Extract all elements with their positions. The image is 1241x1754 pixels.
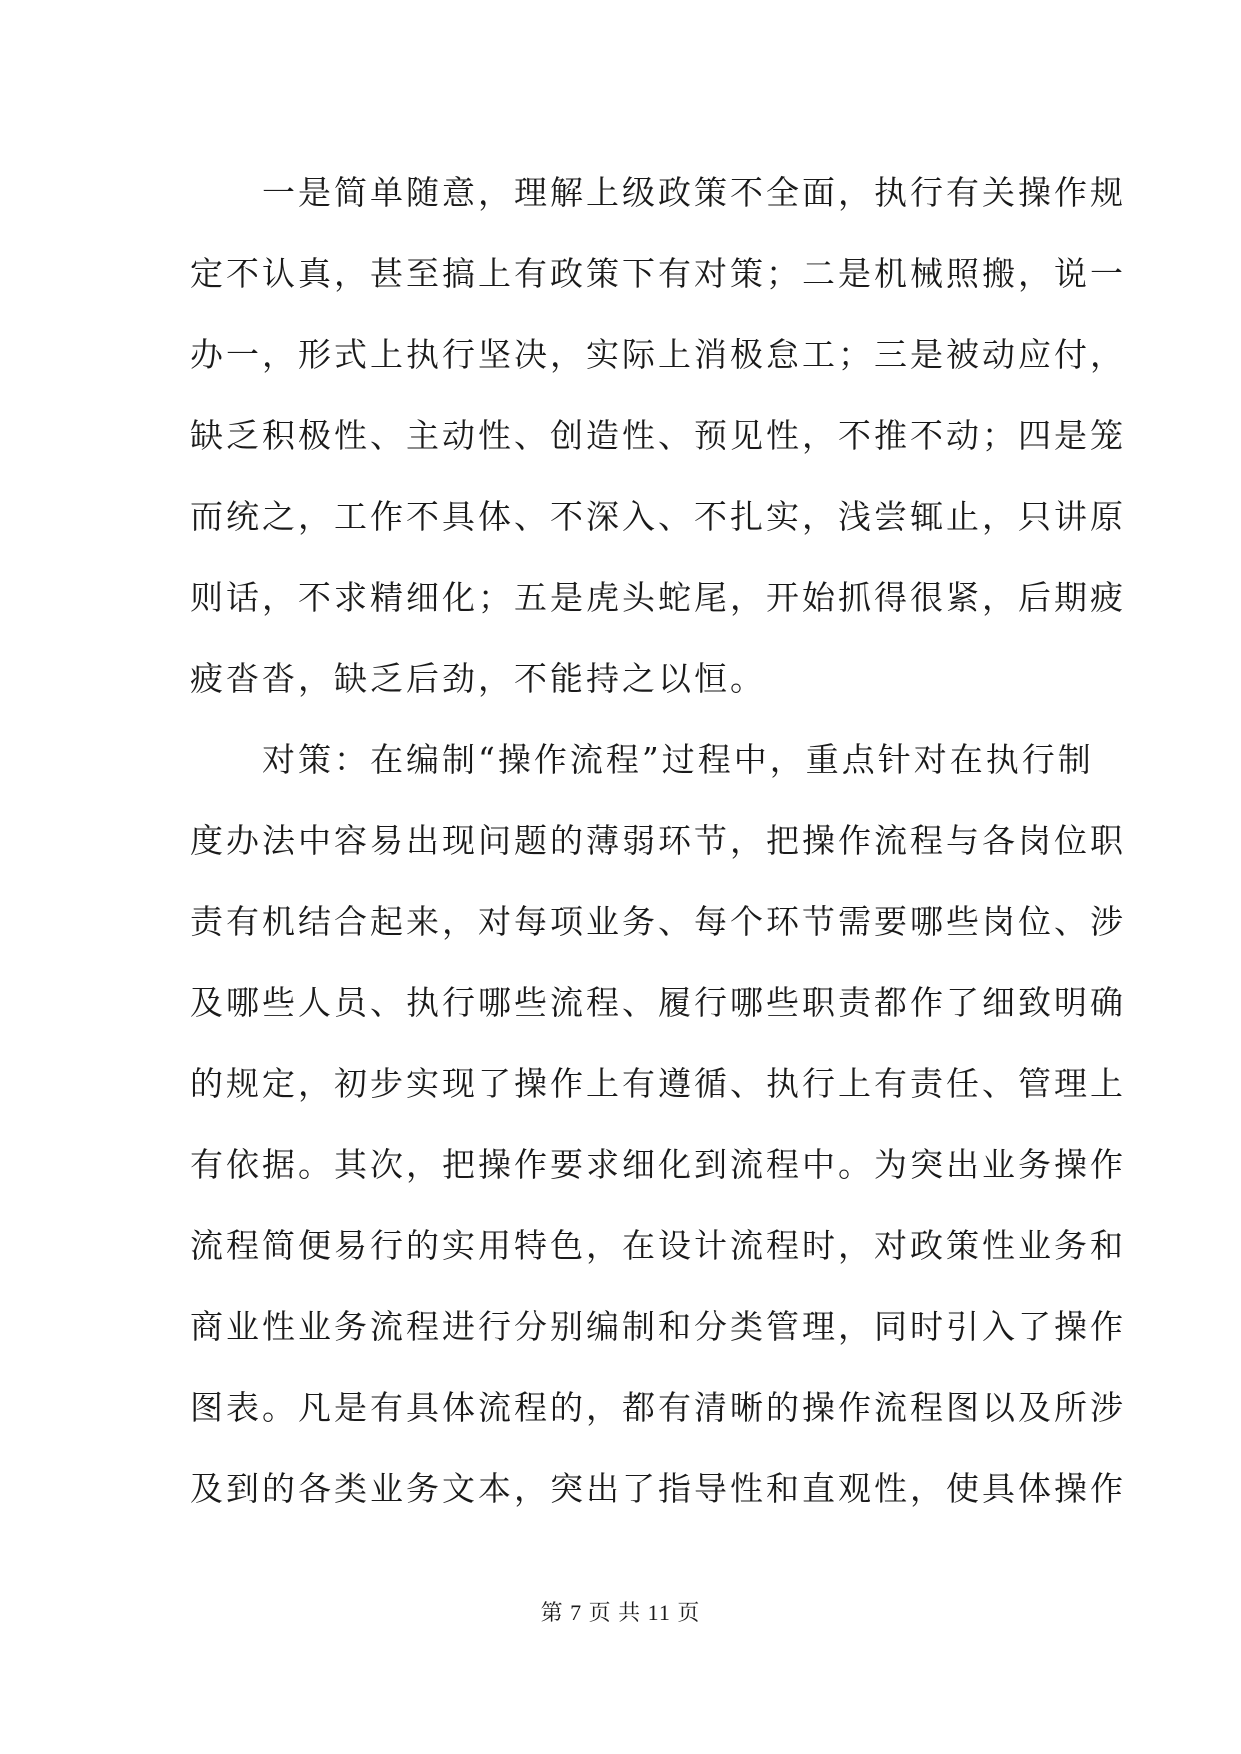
- text-line: 责有机结合起来，对每项业务、每个环节需要哪些岗位、涉: [190, 902, 1126, 941]
- text-line: 图表。凡是有具体流程的，都有清晰的操作流程图以及所涉: [190, 1388, 1126, 1427]
- page-footer: 第 7 页 共 11 页: [540, 1600, 701, 1625]
- text-line: 定不认真，甚至搞上有政策下有对策；二是机械照搬，说一: [190, 254, 1126, 293]
- text-line: 的规定，初步实现了操作上有遵循、执行上有责任、管理上: [190, 1064, 1126, 1103]
- text-line: 度办法中容易出现问题的薄弱环节，把操作流程与各岗位职: [190, 821, 1126, 860]
- text-line: 一是简单随意，理解上级政策不全面，执行有关操作规: [190, 173, 1126, 212]
- text-line: 而统之，工作不具体、不深入、不扎实，浅尝辄止，只讲原: [190, 497, 1126, 536]
- text-line: 及哪些人员、执行哪些流程、履行哪些职责都作了细致明确: [190, 983, 1126, 1022]
- text-line: 流程简便易行的实用特色，在设计流程时，对政策性业务和: [190, 1226, 1126, 1265]
- body-text: [190, 158, 1126, 1535]
- text-line: 办一，形式上执行坚决，实际上消极怠工；三是被动应付，: [190, 335, 1126, 374]
- text-line: 则话，不求精细化；五是虎头蛇尾，开始抓得很紧，后期疲: [190, 578, 1126, 617]
- text-line: 商业性业务流程进行分别编制和分类管理，同时引入了操作: [190, 1307, 1126, 1346]
- text-line: 疲沓沓，缺乏后劲，不能持之以恒。: [190, 659, 766, 698]
- text-line: 有依据。其次，把操作要求细化到流程中。为突出业务操作: [190, 1145, 1126, 1184]
- text-line: 对策：在编制“操作流程”过程中，重点针对在执行制: [190, 740, 1094, 779]
- text-line: 缺乏积极性、主动性、创造性、预见性，不推不动；四是笼: [190, 416, 1126, 455]
- text-line: 及到的各类业务文本，突出了指导性和直观性，使具体操作: [190, 1469, 1126, 1508]
